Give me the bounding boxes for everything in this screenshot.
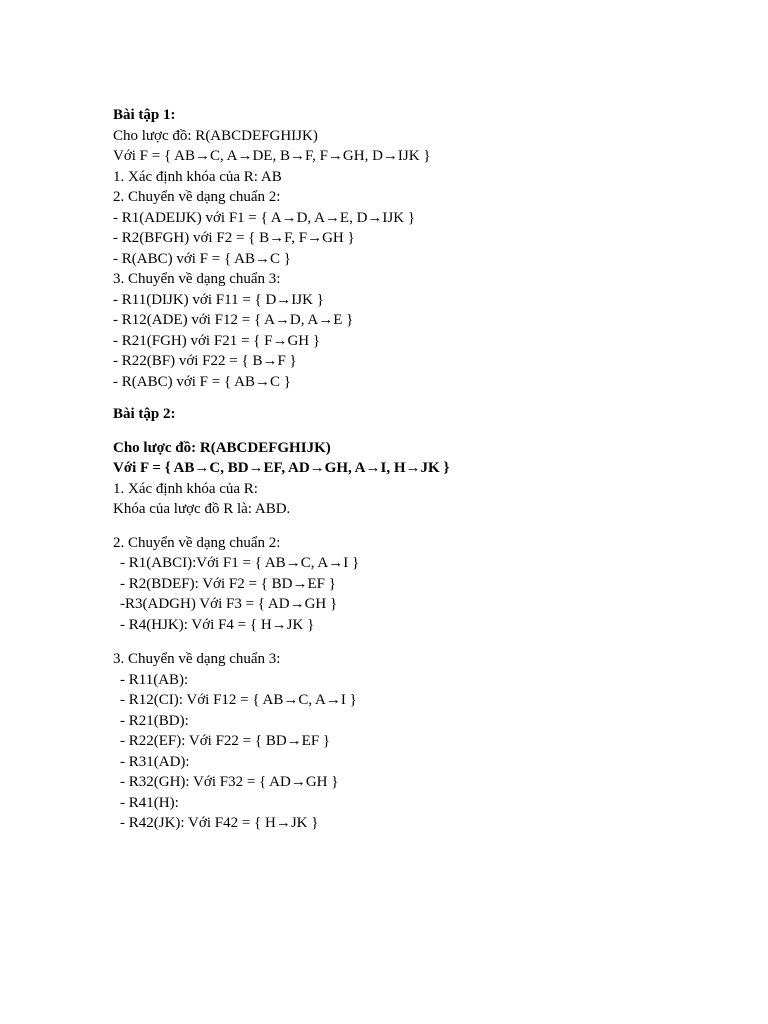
ex2-nf2-item: - R4(HJK): Với F4 = { H→JK } bbox=[120, 616, 315, 633]
ex2-nf3-item: - R21(BD): bbox=[120, 712, 189, 729]
ex1-title: Bài tập 1: bbox=[113, 107, 176, 123]
ex2-nf3-item: - R12(CI): Với F12 = { AB→C, A→I } bbox=[120, 692, 357, 708]
ex2-nf3-title: 3. Chuyển về dạng chuẩn 3: bbox=[113, 651, 281, 667]
ex1-nf2-title: 2. Chuyển về dạng chuẩn 2: bbox=[113, 189, 281, 205]
ex2-nf3-item: - R31(AD): bbox=[120, 753, 190, 770]
ex2-schema: Cho lược đồ: R(ABCDEFGHIJK) bbox=[113, 439, 331, 456]
ex1-nf2-item: - R1(ADEIJK) với F1 = { A→D, A→E, D→IJK } bbox=[113, 209, 416, 226]
ex1-nf3-item: - R12(ADE) với F12 = { A→D, A→E } bbox=[113, 312, 354, 328]
ex1-fds: Với F = { AB→C, A→DE, B→F, F→GH, D→IJK } bbox=[113, 148, 431, 164]
ex2-nf3-item: - R22(EF): Với F22 = { BD→EF } bbox=[120, 733, 331, 749]
ex2-key: Khóa của lược đồ R là: ABD. bbox=[113, 501, 291, 517]
ex2-nf3-item: - R41(H): bbox=[120, 794, 179, 811]
ex2-fds: Với F = { AB→C, BD→EF, AD→GH, A→I, H→JK } bbox=[113, 460, 450, 476]
ex2-nf3-item: - R42(JK): Với F42 = { H→JK } bbox=[120, 815, 319, 831]
ex2-nf3-item: - R11(AB): bbox=[120, 671, 189, 688]
ex1-nf3-item: - R11(DIJK) với F11 = { D→IJK } bbox=[113, 291, 324, 308]
ex2-nf2-item: - R2(BDEF): Với F2 = { BD→EF } bbox=[120, 575, 336, 592]
ex1-nf2-item: - R(ABC) với F = { AB→C } bbox=[113, 250, 291, 267]
ex1-nf2-item: - R2(BFGH) với F2 = { B→F, F→GH } bbox=[113, 230, 355, 246]
ex2-key-title: 1. Xác định khóa của R: bbox=[113, 480, 258, 497]
ex2-nf3-item: - R32(GH): Với F32 = { AD→GH } bbox=[120, 774, 339, 790]
ex2-nf2-title: 2. Chuyển về dạng chuẩn 2: bbox=[113, 534, 281, 551]
ex1-nf3-item: - R22(BF) với F22 = { B→F } bbox=[113, 353, 297, 369]
ex2-nf2-item: - R1(ABCI):Với F1 = { AB→C, A→I } bbox=[120, 555, 360, 571]
ex1-nf3-title: 3. Chuyển về dạng chuẩn 3: bbox=[113, 271, 281, 287]
ex2-title: Bài tập 2: bbox=[113, 406, 176, 422]
ex1-key: 1. Xác định khóa của R: AB bbox=[113, 168, 282, 185]
ex1-nf3-item: - R(ABC) với F = { AB→C } bbox=[113, 373, 291, 390]
ex1-schema: Cho lược đồ: R(ABCDEFGHIJK) bbox=[113, 127, 318, 144]
ex1-nf3-item: - R21(FGH) với F21 = { F→GH } bbox=[113, 332, 321, 349]
ex2-nf2-item: -R3(ADGH) Với F3 = { AD→GH } bbox=[120, 596, 338, 612]
document-page bbox=[113, 105, 733, 834]
